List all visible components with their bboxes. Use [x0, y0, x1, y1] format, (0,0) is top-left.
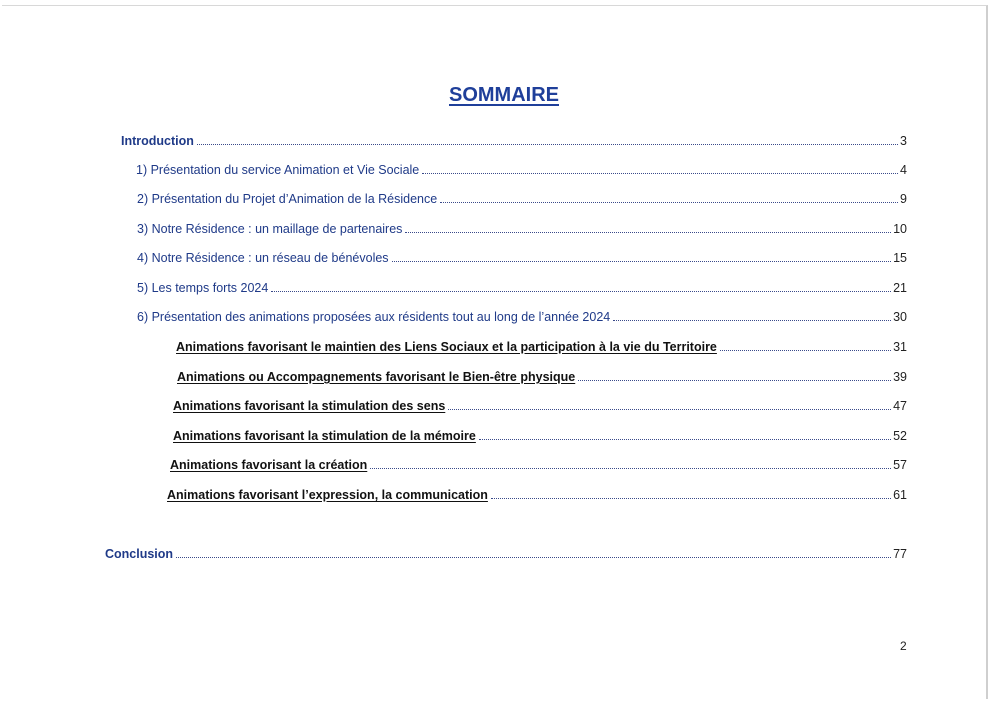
- toc-subentry-label: Animations ou Accompagnements favorisant le Bien-être physique: [177, 370, 576, 384]
- toc-entry-label: 3) Notre Résidence : un maillage de partenaires: [137, 222, 403, 236]
- leader-dots: [479, 438, 891, 440]
- leader-dots: [613, 319, 891, 321]
- leader-dots: [405, 231, 891, 233]
- toc-entry-page: 30: [893, 310, 907, 324]
- toc-subentry-page: 61: [893, 488, 907, 502]
- leader-dots: [370, 467, 891, 469]
- toc-entry-section-1[interactable]: [136, 163, 907, 177]
- toc-subentry-label: Animations favorisant la création: [170, 458, 368, 472]
- toc-subentry-label: Animations favorisant le maintien des Liens Sociaux et la participation à la vie du Territoire: [176, 340, 717, 354]
- leader-dots: [271, 290, 891, 292]
- leader-dots: [491, 497, 891, 499]
- toc-subentry-liens-sociaux[interactable]: [176, 340, 907, 354]
- leader-dots: [448, 408, 891, 410]
- leader-dots: [197, 143, 898, 145]
- toc-entry-label: Introduction: [121, 134, 194, 148]
- toc-entry-page: 3: [900, 134, 907, 148]
- toc-entry-label: 6) Présentation des animations proposées aux résidents tout au long de l’année 2024: [137, 310, 611, 324]
- toc-entry-section-5[interactable]: [137, 281, 907, 295]
- leader-dots: [440, 201, 898, 203]
- toc-entry-page: 15: [893, 251, 907, 265]
- toc-subentry-page: 47: [893, 399, 907, 413]
- toc-entry-introduction[interactable]: [121, 134, 907, 148]
- leader-dots: [720, 349, 891, 351]
- leader-dots: [422, 172, 898, 174]
- toc-entry-label: 5) Les temps forts 2024: [137, 281, 269, 295]
- toc-entry-page: 9: [900, 192, 907, 206]
- toc-entry-page: 77: [893, 547, 907, 561]
- toc-subentry-expression[interactable]: [167, 488, 907, 502]
- toc-subentry-bien-etre[interactable]: [177, 370, 907, 384]
- toc-subentry-label: Animations favorisant l’expression, la communication: [167, 488, 488, 502]
- toc-entry-page: 10: [893, 222, 907, 236]
- toc-subentry-page: 39: [893, 370, 907, 384]
- toc-subentry-page: 52: [893, 429, 907, 443]
- toc-entry-section-2[interactable]: [137, 192, 907, 206]
- toc-entry-conclusion[interactable]: [105, 547, 907, 561]
- toc-subentry-page: 31: [893, 340, 907, 354]
- leader-dots: [392, 260, 892, 262]
- toc-entry-page: 4: [900, 163, 907, 177]
- toc-entry-page: 21: [893, 281, 907, 295]
- toc-subentry-label: Animations favorisant la stimulation des sens: [173, 399, 446, 413]
- page-number: 2: [900, 639, 907, 653]
- toc-entry-section-4[interactable]: [137, 251, 907, 265]
- toc-entry-label: Conclusion: [105, 547, 174, 561]
- toc-subentry-page: 57: [893, 458, 907, 472]
- toc-entry-label: 4) Notre Résidence : un réseau de bénévoles: [137, 251, 389, 265]
- toc-entry-section-3[interactable]: [137, 222, 907, 236]
- page-title: SOMMAIRE: [449, 84, 559, 106]
- leader-dots: [176, 556, 891, 558]
- toc-entry-section-6[interactable]: [137, 310, 907, 324]
- toc-entry-label: 2) Présentation du Projet d’Animation de la Résidence: [137, 192, 438, 206]
- toc-subentry-label: Animations favorisant la stimulation de la mémoire: [173, 429, 476, 443]
- toc-subentry-sens[interactable]: [173, 399, 907, 413]
- toc-entry-label: 1) Présentation du service Animation et Vie Sociale: [136, 163, 420, 177]
- toc-subentry-memoire[interactable]: [173, 429, 907, 443]
- toc-subentry-creation[interactable]: [170, 458, 907, 472]
- leader-dots: [578, 379, 891, 381]
